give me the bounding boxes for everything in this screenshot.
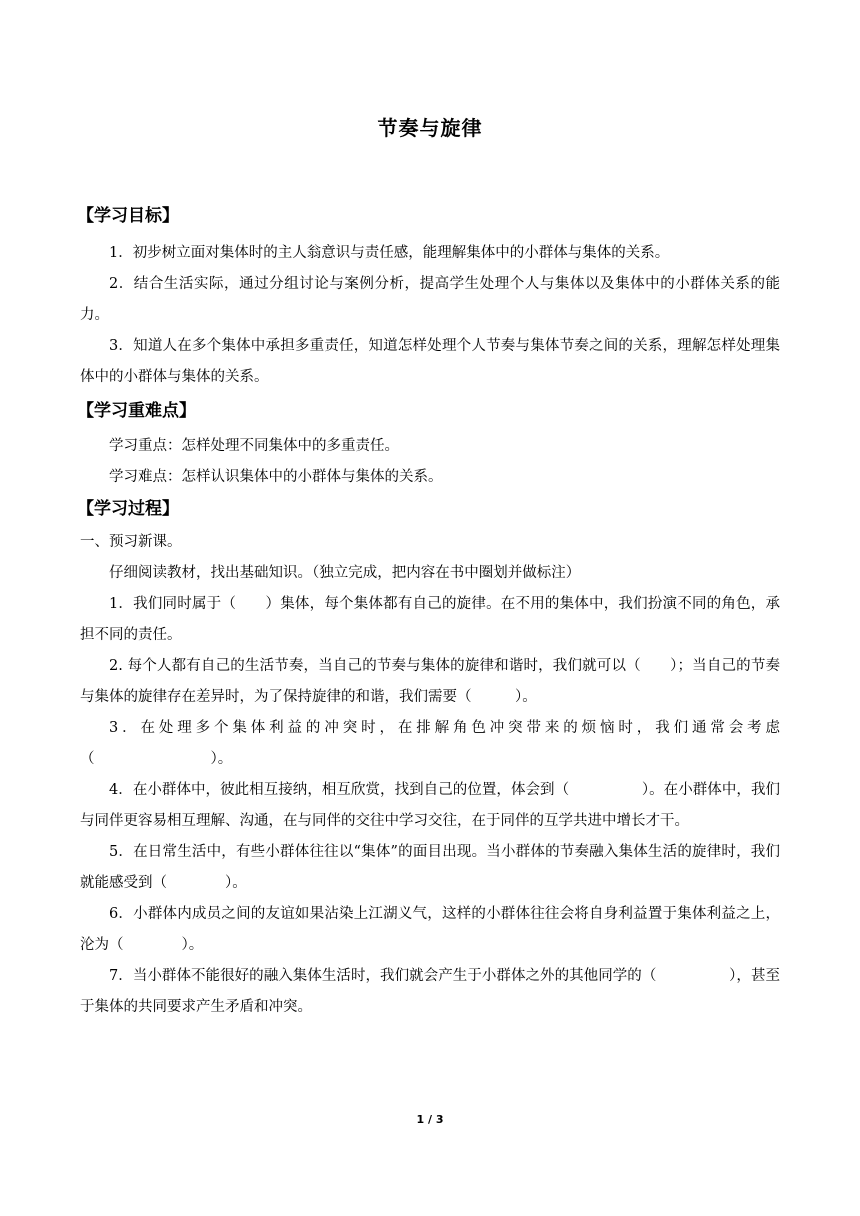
document-body: [77, 202, 780, 1023]
question-item: 2. 每个人都有自己的生活节奏，当自己的节奏与集体的旋律和谐时，我们就可以（ ）；当自己的节奏与集体的旋律存在差异时，为了保持旋律的和谐，我们需要（ ）。: [80, 658, 780, 705]
objectives-heading: 【学习目标】: [77, 206, 179, 226]
key-point-focus: 学习重点：怎样处理不同集体中的多重责任。: [109, 438, 399, 454]
objective-item: 2．结合生活实际，通过分组讨论与案例分析，提高学生处理个人与集体以及集体中的小群体关系的能力。: [80, 276, 780, 323]
objective-item: 3．知道人在多个集体中承担多重责任，知道怎样处理个人节奏与集体节奏之间的关系，理解怎样处理集体中的小群体与集体的关系。: [80, 338, 780, 385]
part1-title: 一、预习新课。: [80, 534, 182, 550]
question-item: 4．在小群体中，彼此相互接纳，相互欣赏，找到自己的位置，体会到（ ）。在小群体中，我们与同伴更容易相互理解、沟通，在与同伴的交往中学习交往，在于同伴的互学共进中增长才干。: [80, 782, 780, 829]
key-point-difficulty: 学习难点：怎样认识集体中的小群体与集体的关系。: [109, 469, 443, 485]
process-heading: 【学习过程】: [77, 499, 179, 519]
question-item: 1．我们同时属于（ ）集体，每个集体都有自己的旋律。在不用的集体中，我们扮演不同的角色，承担不同的责任。: [80, 596, 780, 643]
page-number: 1 / 3: [416, 1113, 444, 1126]
question-item: 7．当小群体不能很好的融入集体生活时，我们就会产生于小群体之外的其他同学的（ ），甚至于集体的共同要求产生矛盾和冲突。: [80, 968, 780, 1015]
objective-item: 1．初步树立面对集体时的主人翁意识与责任感，能理解集体中的小群体与集体的关系。: [109, 245, 670, 261]
document-title: 节奏与旋律: [377, 116, 483, 140]
instruction-text: 仔细阅读教材，找出基础知识。（独立完成，把内容在书中圈划并做标注）: [109, 565, 581, 581]
question-item: 3．在处理多个集体利益的冲突时，在排解角色冲突带来的烦恼时，我们通常会考虑（ ）。: [80, 720, 780, 767]
question-item: 5．在日常生活中，有些小群体往往以“集体”的面目出现。当小群体的节奏融入集体生活的旋律时，我们就能感受到（ ）。: [80, 844, 780, 891]
question-item: 6．小群体内成员之间的友谊如果沾染上江湖义气，这样的小群体往往会将自身利益置于集体利益之上，沦为（ ）。: [80, 906, 780, 953]
key-points-heading: 【学习重难点】: [77, 401, 196, 421]
